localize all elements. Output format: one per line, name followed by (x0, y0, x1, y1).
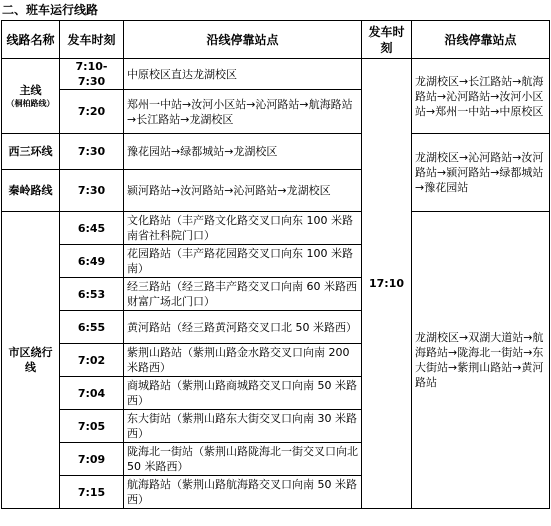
depart-time: 7:02 (60, 344, 124, 377)
depart-time: 7:05 (60, 410, 124, 443)
route-stops: 经三路站（经三路丰产路交叉口向南 60 米路西财富广场北门口） (124, 278, 362, 311)
route-stops: 黄河路站（经三路黄河路交叉口北 50 米路西） (124, 311, 362, 344)
header-route: 线路名称 (2, 21, 60, 59)
route-stops: 航海路站（紫荆山路航海路交叉口向南 50 米路西） (124, 476, 362, 509)
route-stops: 文化路站（丰产路文化路交叉口向东 100 米路南省社科院门口） (124, 212, 362, 245)
depart-time: 6:45 (60, 212, 124, 245)
header-depart: 发车时刻 (60, 21, 124, 59)
route-stops: 颍河路站→汝河路站→沁河路站→龙湖校区 (124, 170, 362, 212)
depart-time: 7:10-7:30 (60, 59, 124, 90)
return-city-stops: 龙湖校区→双湖大道站→航海路站→陇海北一街站→东大街站→紫荆山路站→黄河路站 (412, 212, 550, 509)
route-stops: 郑州一中站→汝河小区站→沁河路站→航海路站→长江路站→龙湖校区 (124, 90, 362, 134)
table-row (2, 212, 550, 245)
route-main-name: 主线 (19, 83, 42, 97)
depart-time: 6:49 (60, 245, 124, 278)
depart-time: 6:53 (60, 278, 124, 311)
depart-time: 7:30 (60, 170, 124, 212)
route-stops: 商城路站（紫荆山路商城路交叉口向南 50 米路西） (124, 377, 362, 410)
return-depart-time: 17:10 (362, 59, 412, 509)
route-stops: 中原校区直达龙湖校区 (124, 59, 362, 90)
route-qinling-name: 秦岭路线 (2, 170, 60, 212)
return-main-stops: 龙湖校区→长江路站→航海路站→沁河路站→汝河小区站→郑州一中站→中原校区 (412, 59, 550, 134)
header-return-depart: 发车时刻 (362, 21, 412, 59)
route-main-cell (2, 59, 60, 134)
route-stops: 东大街站（紫荆山路东大街交叉口向南 30 米路西） (124, 410, 362, 443)
route-stops: 紫荆山路站（紫荆山路金水路交叉口向南 200 米路西） (124, 344, 362, 377)
header-stops: 沿线停靠站点 (124, 21, 362, 59)
depart-time: 7:30 (60, 134, 124, 170)
route-stops: 花园路站（丰产路花园路交叉口向东 100 米路南） (124, 245, 362, 278)
header-row (2, 21, 550, 59)
depart-time: 7:20 (60, 90, 124, 134)
route-city-name: 市区绕行线 (2, 212, 60, 509)
route-stops: 豫花园站→绿都城站→龙湖校区 (124, 134, 362, 170)
depart-time: 7:09 (60, 443, 124, 476)
depart-time: 7:15 (60, 476, 124, 509)
section-title: 二、班车运行线路 (2, 3, 99, 17)
header-return-stops: 沿线停靠站点 (412, 21, 550, 59)
table-row (2, 134, 550, 170)
depart-time: 7:04 (60, 377, 124, 410)
bus-schedule-table (1, 20, 550, 509)
depart-time: 6:55 (60, 311, 124, 344)
table-row (2, 59, 550, 90)
route-main-sub: （桐柏路线） (6, 98, 55, 108)
route-xisanhuan-name: 西三环线 (2, 134, 60, 170)
route-stops: 陇海北一街站（紫荆山路陇海北一街交叉口向北 50 米路西） (124, 443, 362, 476)
return-xisanhuan-qinling-stops: 龙湖校区→沁河路站→汝河路站→颍河路站→绿都城站→豫花园站 (412, 134, 550, 212)
